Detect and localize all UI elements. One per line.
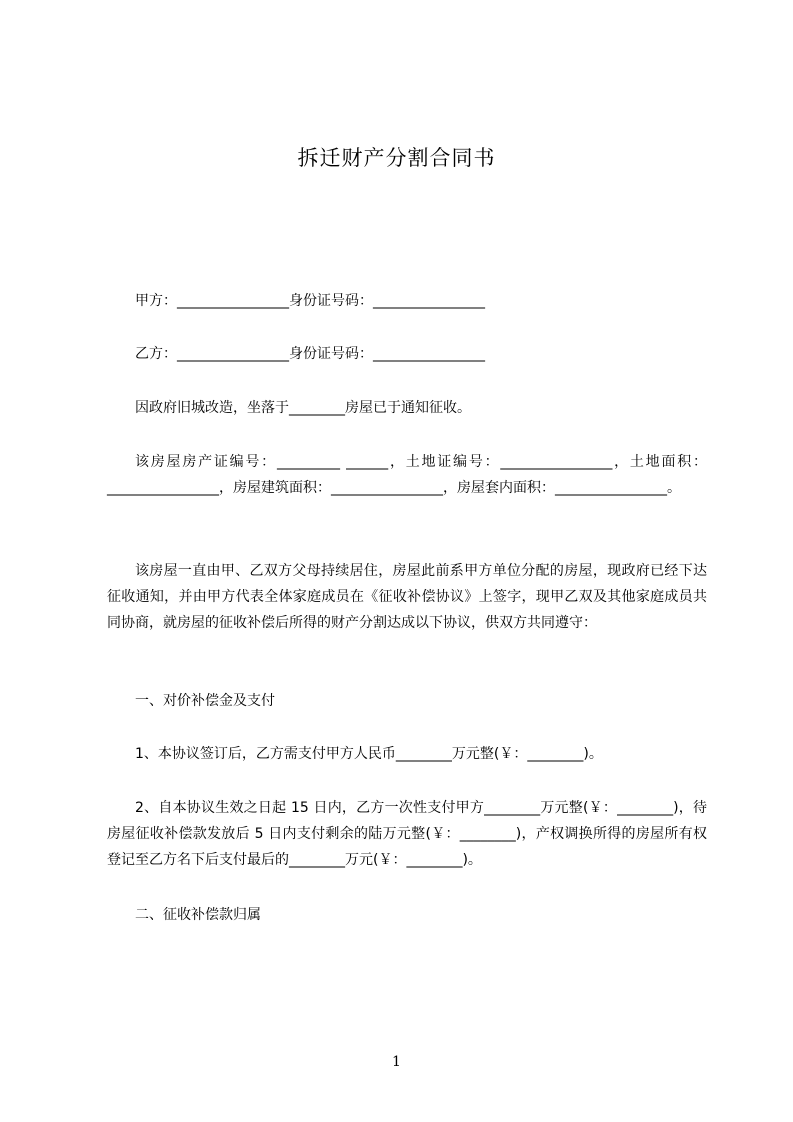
party-a-line: 甲方：________________身份证号码：________________ bbox=[135, 293, 485, 309]
party-b-line: 乙方：________________身份证号码：________________ bbox=[135, 346, 485, 362]
clause-2-paragraph: 2、自本协议生效之日起 15 日内，乙方一次性支付甲方________万元整(￥：________)，待房屋征收补偿款发放后 5 日内支付剩余的陆万元整(￥：________)，产权调换所得的房屋所有权登记至乙方名下后支付最后的________万元(￥：________)。 bbox=[107, 800, 707, 868]
section-1-heading: 一、对价补偿金及支付 bbox=[135, 693, 275, 709]
property-info-paragraph: 该房屋房产证编号：_________ ______，土地证编号：________________，土地面积：________________，房屋建筑面积：________________，房屋套内面积：________________。 bbox=[107, 454, 707, 496]
background-paragraph: 该房屋一直由甲、乙双方父母持续居住，房屋此前系甲方单位分配的房屋，现政府已经下达征收通知，并由甲方代表全体家庭成员在《征收补偿协议》上签字，现甲乙双及其他家庭成员共同协商，就房屋的征收补偿后所得的财产分割达成以下协议，供双方共同遵守： bbox=[107, 563, 707, 631]
intro-paragraph: 因政府旧城改造，坐落于________房屋已于通知征收。 bbox=[135, 400, 471, 416]
document-title: 拆迁财产分割合同书 bbox=[297, 146, 496, 170]
section-2-heading: 二、征收补偿款归属 bbox=[135, 907, 261, 923]
page-number: 1 bbox=[392, 1054, 401, 1070]
clause-1-paragraph: 1、本协议签订后，乙方需支付甲方人民币________万元整(￥：________)。 bbox=[135, 746, 603, 762]
